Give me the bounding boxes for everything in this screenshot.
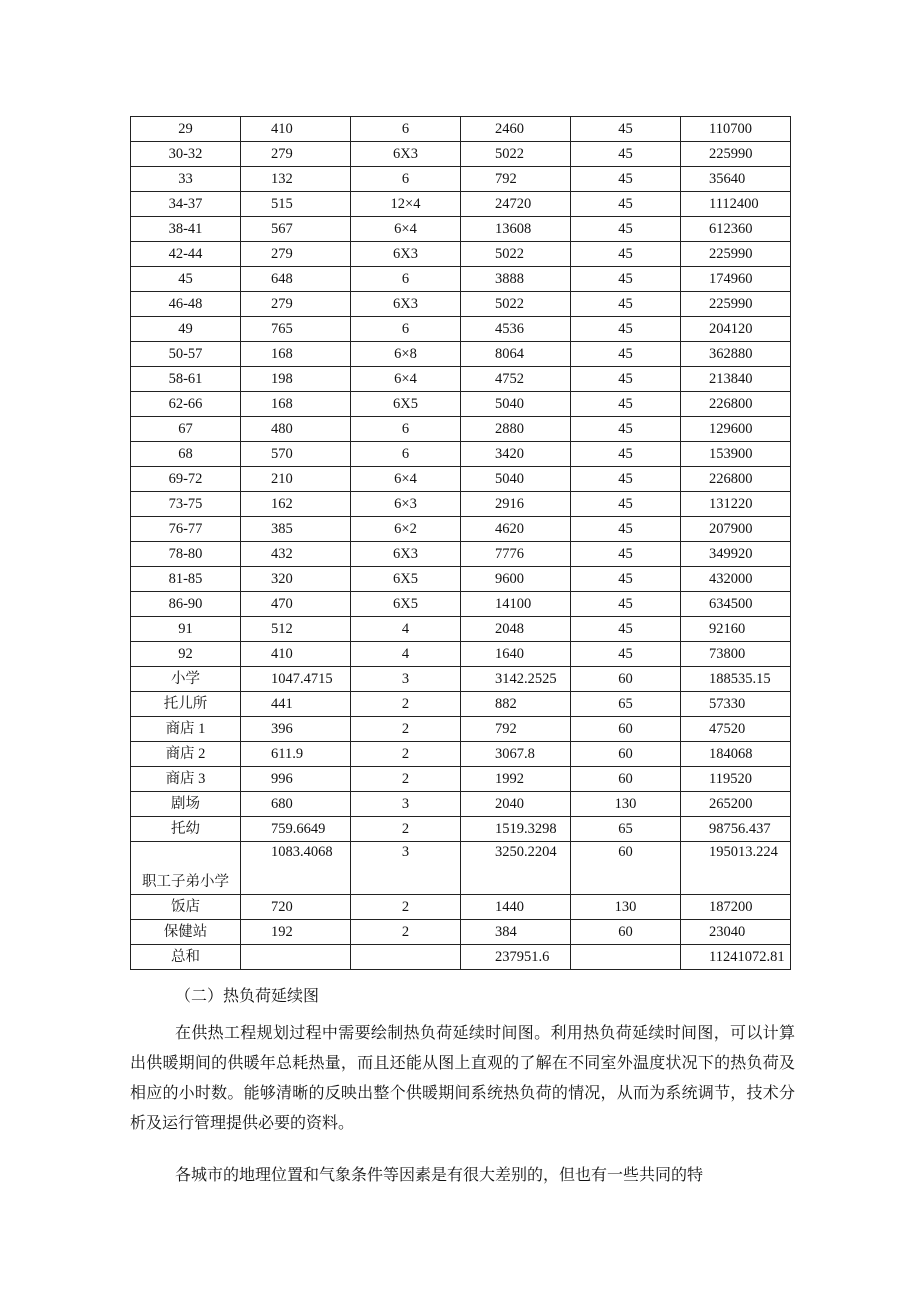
table-cell: 6X3 (351, 142, 461, 167)
table-cell: 76-77 (131, 517, 241, 542)
table-cell: 1440 (461, 895, 571, 920)
table-cell: 剧场 (131, 792, 241, 817)
table-row (131, 492, 791, 517)
table-row (131, 642, 791, 667)
table-cell: 3420 (461, 442, 571, 467)
table-cell: 2 (351, 742, 461, 767)
section-heading: （二）热负荷延续图 (175, 986, 320, 1005)
table-row (131, 920, 791, 945)
table-row (131, 517, 791, 542)
table-cell: 38-41 (131, 217, 241, 242)
table-cell: 92 (131, 642, 241, 667)
table-cell: 60 (571, 842, 681, 895)
table-cell: 45 (571, 417, 681, 442)
table-cell: 882 (461, 692, 571, 717)
table-cell: 6 (351, 442, 461, 467)
table-row (131, 767, 791, 792)
table-cell: 45 (571, 592, 681, 617)
table-cell: 商店 1 (131, 717, 241, 742)
table-row (131, 542, 791, 567)
table-cell: 132 (241, 167, 351, 192)
table-cell: 130 (571, 792, 681, 817)
table-cell: 2040 (461, 792, 571, 817)
table-cell: 3 (351, 792, 461, 817)
table-cell: 2 (351, 895, 461, 920)
table-cell: 6×4 (351, 217, 461, 242)
table-row (131, 192, 791, 217)
table-cell: 69-72 (131, 467, 241, 492)
table-row (131, 142, 791, 167)
table-cell: 45 (571, 167, 681, 192)
table-cell: 385 (241, 517, 351, 542)
table-cell: 68 (131, 442, 241, 467)
heat-load-table-body (131, 117, 791, 970)
table-cell: 611.9 (241, 742, 351, 767)
table-cell: 6X5 (351, 392, 461, 417)
table-cell: 192 (241, 920, 351, 945)
table-cell: 6×8 (351, 342, 461, 367)
table-cell: 225990 (681, 292, 791, 317)
table-cell: 50-57 (131, 342, 241, 367)
table-row (131, 842, 791, 895)
table-cell: 131220 (681, 492, 791, 517)
table-cell: 6X3 (351, 292, 461, 317)
table-cell: 188535.15 (681, 667, 791, 692)
table-cell: 6×4 (351, 367, 461, 392)
table-cell: 45 (571, 367, 681, 392)
table-cell: 45 (571, 342, 681, 367)
table-cell: 4752 (461, 367, 571, 392)
table-cell: 9600 (461, 567, 571, 592)
table-row (131, 392, 791, 417)
table-cell: 45 (571, 117, 681, 142)
table-cell: 92160 (681, 617, 791, 642)
table-cell: 210 (241, 467, 351, 492)
table-cell: 410 (241, 117, 351, 142)
table-cell: 34-37 (131, 192, 241, 217)
table-cell: 98756.437 (681, 817, 791, 842)
table-cell: 5022 (461, 242, 571, 267)
table-cell: 3250.2204 (461, 842, 571, 895)
table-cell: 226800 (681, 392, 791, 417)
table-row (131, 167, 791, 192)
table-row (131, 742, 791, 767)
table-cell: 1519.3298 (461, 817, 571, 842)
table-cell: 110700 (681, 117, 791, 142)
table-cell: 6X5 (351, 592, 461, 617)
table-row (131, 242, 791, 267)
table-cell: 2 (351, 692, 461, 717)
table-cell: 6 (351, 267, 461, 292)
table-cell: 45 (571, 267, 681, 292)
table-cell: 680 (241, 792, 351, 817)
table-cell: 6×3 (351, 492, 461, 517)
table-cell: 198 (241, 367, 351, 392)
table-cell: 45 (571, 517, 681, 542)
table-cell: 45 (571, 442, 681, 467)
table-cell: 1640 (461, 642, 571, 667)
table-cell: 648 (241, 267, 351, 292)
table-cell: 小学 (131, 667, 241, 692)
table-cell: 托儿所 (131, 692, 241, 717)
table-cell: 73800 (681, 642, 791, 667)
table-cell: 4536 (461, 317, 571, 342)
table-cell: 45 (571, 567, 681, 592)
table-cell: 362880 (681, 342, 791, 367)
table-row (131, 367, 791, 392)
table-cell: 349920 (681, 542, 791, 567)
table-cell: 职工子弟小学 (131, 842, 241, 895)
table-cell: 6 (351, 417, 461, 442)
table-cell: 67 (131, 417, 241, 442)
table-cell: 45 (571, 617, 681, 642)
table-cell: 153900 (681, 442, 791, 467)
table-cell: 7776 (461, 542, 571, 567)
table-cell: 162 (241, 492, 351, 517)
table-cell: 13608 (461, 217, 571, 242)
table-row (131, 267, 791, 292)
table-row (131, 567, 791, 592)
table-cell: 45 (571, 292, 681, 317)
table-cell: 65 (571, 817, 681, 842)
table-cell: 6 (351, 117, 461, 142)
table-cell: 279 (241, 142, 351, 167)
table-cell: 410 (241, 642, 351, 667)
table-cell: 5040 (461, 467, 571, 492)
table-cell: 2 (351, 920, 461, 945)
table-cell: 168 (241, 342, 351, 367)
table-row (131, 442, 791, 467)
table-row (131, 945, 791, 970)
table-cell: 432 (241, 542, 351, 567)
table-cell: 204120 (681, 317, 791, 342)
table-cell: 6X3 (351, 542, 461, 567)
table-cell: 86-90 (131, 592, 241, 617)
table-cell: 3888 (461, 267, 571, 292)
table-cell (241, 945, 351, 970)
table-cell: 130 (571, 895, 681, 920)
table-cell: 792 (461, 717, 571, 742)
table-cell: 441 (241, 692, 351, 717)
table-row (131, 217, 791, 242)
table-cell: 396 (241, 717, 351, 742)
table-cell: 3142.2525 (461, 667, 571, 692)
table-cell: 6×4 (351, 467, 461, 492)
table-cell: 45 (571, 392, 681, 417)
table-cell: 225990 (681, 242, 791, 267)
table-cell: 45 (571, 642, 681, 667)
table-cell: 2 (351, 817, 461, 842)
table-cell: 2 (351, 717, 461, 742)
table-row (131, 692, 791, 717)
table-cell: 58-61 (131, 367, 241, 392)
table-cell: 45 (571, 192, 681, 217)
table-cell: 129600 (681, 417, 791, 442)
table-cell: 996 (241, 767, 351, 792)
table-cell: 226800 (681, 467, 791, 492)
table-cell: 65 (571, 692, 681, 717)
table-cell: 46-48 (131, 292, 241, 317)
table-cell: 6 (351, 167, 461, 192)
table-cell: 60 (571, 767, 681, 792)
table-cell: 515 (241, 192, 351, 217)
table-cell: 2048 (461, 617, 571, 642)
heat-load-table (130, 116, 791, 970)
table-cell: 1992 (461, 767, 571, 792)
table-row (131, 667, 791, 692)
table-cell: 60 (571, 717, 681, 742)
table-row (131, 817, 791, 842)
table-cell: 2916 (461, 492, 571, 517)
table-cell: 45 (571, 217, 681, 242)
table-cell: 35640 (681, 167, 791, 192)
table-cell: 饭店 (131, 895, 241, 920)
table-cell: 279 (241, 292, 351, 317)
table-cell: 30-32 (131, 142, 241, 167)
table-cell: 634500 (681, 592, 791, 617)
table-cell: 47520 (681, 717, 791, 742)
table-cell: 5040 (461, 392, 571, 417)
table-cell: 225990 (681, 142, 791, 167)
table-cell: 总和 (131, 945, 241, 970)
table-cell: 3067.8 (461, 742, 571, 767)
table-row (131, 467, 791, 492)
table-cell: 265200 (681, 792, 791, 817)
table-row (131, 717, 791, 742)
table-cell: 45 (571, 317, 681, 342)
table-cell: 612360 (681, 217, 791, 242)
table-cell: 42-44 (131, 242, 241, 267)
table-cell: 5022 (461, 142, 571, 167)
paragraph-2: 各城市的地理位置和气象条件等因素是有很大差别的，但也有一些共同的特 (175, 1165, 704, 1184)
table-cell: 3 (351, 667, 461, 692)
table-cell: 567 (241, 217, 351, 242)
table-cell: 792 (461, 167, 571, 192)
table-cell: 45 (571, 242, 681, 267)
table-cell: 6 (351, 317, 461, 342)
table-cell: 保健站 (131, 920, 241, 945)
paragraph-1: 在供热工程规划过程中需要绘制热负荷延续时间图。利用热负荷延续时间图，可以计算出供暖期间的供暖年总耗热量，而且还能从图上直观的了解在不同室外温度状况下的热负荷及相应的小时数。能够清晰的反映出整个供暖期间系统热负荷的情况，从而为系统调节，技术分析及运行管理提供必要的资料。 (130, 1023, 795, 1132)
table-cell: 765 (241, 317, 351, 342)
table-cell: 2460 (461, 117, 571, 142)
table-cell: 3 (351, 842, 461, 895)
table-cell: 1083.4068 (241, 842, 351, 895)
table-cell: 320 (241, 567, 351, 592)
table-cell: 60 (571, 742, 681, 767)
table-cell: 480 (241, 417, 351, 442)
table-cell (351, 945, 461, 970)
table-cell: 195013.224 (681, 842, 791, 895)
table-cell: 384 (461, 920, 571, 945)
table-cell: 2 (351, 767, 461, 792)
table-cell: 45 (571, 542, 681, 567)
table-cell: 187200 (681, 895, 791, 920)
table-cell: 91 (131, 617, 241, 642)
table-cell: 759.6649 (241, 817, 351, 842)
table-cell: 45 (131, 267, 241, 292)
table-cell: 2880 (461, 417, 571, 442)
table-cell: 570 (241, 442, 351, 467)
table-cell: 1112400 (681, 192, 791, 217)
table-row (131, 895, 791, 920)
table-cell: 432000 (681, 567, 791, 592)
table-cell: 11241072.81 (681, 945, 791, 970)
table-cell: 1047.4715 (241, 667, 351, 692)
table-cell: 12×4 (351, 192, 461, 217)
table-cell: 29 (131, 117, 241, 142)
table-cell: 57330 (681, 692, 791, 717)
table-cell: 49 (131, 317, 241, 342)
table-row (131, 417, 791, 442)
table-cell: 279 (241, 242, 351, 267)
table-cell: 33 (131, 167, 241, 192)
table-row (131, 292, 791, 317)
table-cell: 207900 (681, 517, 791, 542)
table-cell: 4 (351, 617, 461, 642)
table-cell: 78-80 (131, 542, 241, 567)
table-cell: 4 (351, 642, 461, 667)
table-cell: 512 (241, 617, 351, 642)
table-row (131, 342, 791, 367)
table-cell: 6X3 (351, 242, 461, 267)
table-cell: 184068 (681, 742, 791, 767)
table-cell: 8064 (461, 342, 571, 367)
table-cell: 73-75 (131, 492, 241, 517)
table-cell: 24720 (461, 192, 571, 217)
table-cell: 60 (571, 667, 681, 692)
table-cell: 45 (571, 467, 681, 492)
table-row (131, 617, 791, 642)
table-cell: 6X5 (351, 567, 461, 592)
table-cell: 213840 (681, 367, 791, 392)
table-cell: 14100 (461, 592, 571, 617)
table-cell: 237951.6 (461, 945, 571, 970)
table-cell: 62-66 (131, 392, 241, 417)
table-cell: 168 (241, 392, 351, 417)
table-cell: 商店 3 (131, 767, 241, 792)
table-cell (571, 945, 681, 970)
table-cell: 23040 (681, 920, 791, 945)
table-row (131, 792, 791, 817)
table-row (131, 317, 791, 342)
table-cell: 托幼 (131, 817, 241, 842)
table-cell: 174960 (681, 267, 791, 292)
table-cell: 5022 (461, 292, 571, 317)
table-cell: 119520 (681, 767, 791, 792)
table-cell: 720 (241, 895, 351, 920)
table-row (131, 117, 791, 142)
table-cell: 商店 2 (131, 742, 241, 767)
table-cell: 60 (571, 920, 681, 945)
table-cell: 45 (571, 492, 681, 517)
table-row (131, 592, 791, 617)
table-cell: 4620 (461, 517, 571, 542)
table-cell: 81-85 (131, 567, 241, 592)
table-cell: 45 (571, 142, 681, 167)
table-cell: 470 (241, 592, 351, 617)
table-cell: 6×2 (351, 517, 461, 542)
